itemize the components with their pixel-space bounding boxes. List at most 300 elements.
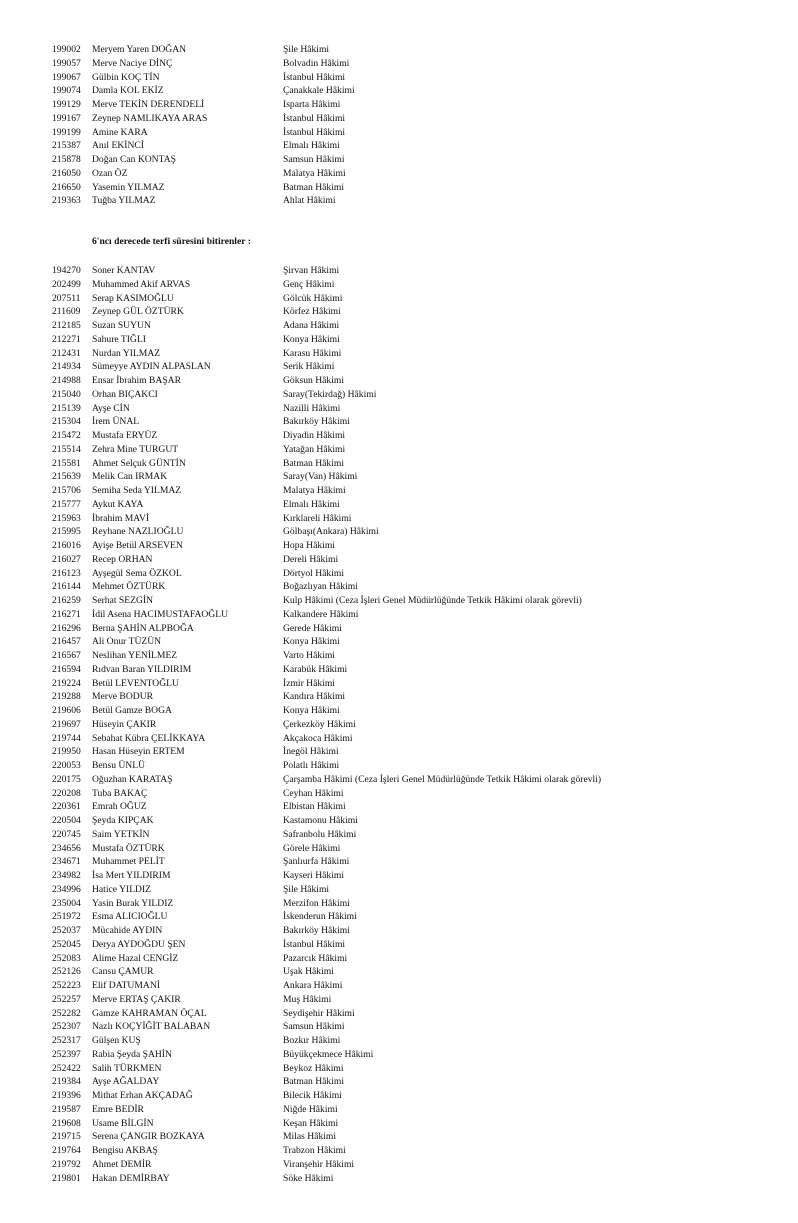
record-number: 252317	[52, 1035, 81, 1046]
record-number: 216594	[52, 663, 81, 675]
list-item	[52, 429, 772, 443]
list-item	[52, 1117, 772, 1131]
record-number: 219587	[52, 1103, 81, 1115]
judge-post: Batman Hâkimi	[283, 457, 345, 469]
list-item	[52, 704, 772, 718]
judge-post: İzmir Hâkimi	[283, 677, 335, 689]
record-number: 199129	[52, 99, 81, 110]
list-item	[52, 745, 772, 759]
judge-name: Muhammed Akif ARVAS	[92, 278, 191, 290]
record-number: 220208	[52, 787, 81, 799]
record-number: 215706	[52, 485, 81, 496]
list-item	[52, 567, 772, 581]
judge-post: Bakırköy Hâkimi	[283, 416, 350, 428]
record-number: 216271	[52, 608, 81, 620]
list-item	[52, 126, 772, 140]
judge-name: Ahmet DEMİR	[92, 1158, 152, 1170]
judge-name: Tuğba YILMAZ	[92, 195, 156, 207]
judge-post: Karasu Hâkimi	[283, 347, 342, 359]
record-number: 219363	[52, 195, 81, 207]
judge-name: Nurdan YILMAZ	[92, 347, 161, 359]
list-item	[52, 319, 772, 333]
judge-post: Pazarcık Hâkimi	[283, 952, 348, 964]
list-item	[52, 842, 772, 856]
judge-post: Batman Hâkimi	[283, 1076, 345, 1088]
record-number: 215040	[52, 388, 81, 400]
list-item	[52, 869, 772, 883]
judge-name: Bengisu AKBAŞ	[92, 1145, 158, 1156]
judge-post: Ceyhan Hâkimi	[283, 787, 344, 799]
list-item	[52, 388, 772, 402]
list-item	[52, 1158, 772, 1172]
list-item	[52, 415, 772, 429]
record-number: 252083	[52, 952, 81, 964]
record-number: 219950	[52, 746, 81, 758]
record-number: 216050	[52, 167, 81, 179]
list-item	[52, 855, 772, 869]
judge-post: Çerkezköy Hâkimi	[283, 718, 356, 730]
record-number: 252397	[52, 1048, 81, 1060]
judge-name: Ahmet Selçuk GÜNTİN	[92, 457, 186, 469]
judge-post: Hopa Hâkimi	[283, 540, 335, 551]
judge-name: Recep ORHAN	[92, 553, 153, 565]
record-number: 234982	[52, 870, 81, 881]
judge-post: Konya Hâkimi	[283, 333, 340, 345]
record-number: 199199	[52, 126, 81, 138]
list-item	[52, 71, 772, 85]
judge-name: Derya AYDOĞDU ŞEN	[92, 938, 186, 950]
judge-post: Diyadin Hâkimi	[283, 430, 346, 441]
judge-post: Gölbaşı(Ankara) Hâkimi	[283, 526, 379, 538]
list-item	[52, 292, 772, 306]
judge-name: Zeynep NAMLIKAYA ARAS	[92, 112, 208, 124]
judge-post: Safranbolu Hâkimi	[283, 828, 357, 840]
list-item	[52, 622, 772, 636]
list-item	[52, 732, 772, 746]
record-number: 216144	[52, 581, 81, 593]
list-item	[52, 1048, 772, 1062]
judge-post: İstanbul Hâkimi	[283, 112, 346, 124]
list-item	[52, 649, 772, 663]
judge-name: Esma ALICIOĞLU	[92, 911, 168, 923]
judge-post: Muş Hâkimi	[283, 993, 332, 1005]
judge-name: Oğuzhan KARATAŞ	[92, 773, 173, 785]
judge-post: İstanbul Hâkimi	[283, 938, 346, 950]
list-item	[52, 1007, 772, 1021]
record-number: 214988	[52, 375, 81, 386]
list-item	[52, 773, 772, 787]
judge-name: Ayişe Betül ARSEVEN	[92, 540, 183, 551]
record-number: 215963	[52, 512, 81, 524]
record-number: 216016	[52, 540, 81, 551]
list-item	[52, 1130, 772, 1144]
list-item	[52, 153, 772, 167]
record-number: 219801	[52, 1172, 81, 1184]
list-item	[52, 305, 772, 319]
judge-name: Anıl EKİNCİ	[92, 140, 144, 152]
judge-post: Beykoz Hâkimi	[283, 1062, 344, 1074]
judge-name: Serap KASIMOĞLU	[92, 292, 174, 304]
list-item	[52, 979, 772, 993]
list-item	[52, 539, 772, 553]
list-item	[52, 457, 772, 471]
record-number: 219764	[52, 1145, 81, 1156]
judge-name: Bensu ÜNLÜ	[92, 760, 146, 771]
judge-post: Isparta Hâkimi	[283, 99, 341, 110]
judge-list-section-2	[52, 264, 772, 1185]
judge-post: Kırklareli Hâkimi	[283, 512, 352, 524]
record-number: 219744	[52, 732, 81, 744]
judge-name: Sümeyye AYDIN ALPASLAN	[92, 361, 211, 373]
list-item	[52, 43, 772, 57]
list-item	[52, 525, 772, 539]
judge-post: Bakırköy Hâkimi	[283, 925, 350, 936]
judge-name: Betül Gamze BOGA	[92, 705, 172, 716]
judge-name: Usame BİLGİN	[92, 1117, 154, 1129]
record-number: 211609	[52, 306, 81, 318]
list-item	[52, 580, 772, 594]
judge-post: Malatya Hâkimi	[283, 485, 346, 496]
record-number: 216123	[52, 567, 81, 579]
record-number: 219224	[52, 677, 81, 689]
judge-post: Bolvadin Hâkimi	[283, 57, 350, 69]
record-number: 220175	[52, 773, 81, 785]
list-item	[52, 470, 772, 484]
judge-name: Ensar İbrahim BAŞAR	[92, 375, 181, 386]
list-item	[52, 608, 772, 622]
judge-name: Saim YETKİN	[92, 828, 150, 840]
judge-name: Damla KOL EKİZ	[92, 85, 164, 97]
record-number: 220745	[52, 828, 81, 840]
judge-name: Emrah OĞUZ	[92, 801, 147, 813]
judge-post: Ahlat Hâkimi	[283, 195, 336, 207]
judge-name: Gamze KAHRAMAN ÖÇAL	[92, 1007, 207, 1019]
list-item	[52, 677, 772, 691]
judge-post: Varto Hâkimi	[283, 650, 335, 661]
judge-post: Akçakoca Hâkimi	[283, 732, 353, 744]
record-number: 216567	[52, 650, 81, 661]
record-number: 199002	[52, 44, 81, 55]
judge-name: İdil Asena HACIMUSTAFAOĞLU	[92, 608, 229, 620]
list-item	[52, 57, 772, 71]
list-item	[52, 553, 772, 567]
judge-name: Ayşegül Sema ÖZKOL	[92, 567, 182, 579]
judge-post: Ankara Hâkimi	[283, 980, 343, 991]
list-item	[52, 98, 772, 112]
record-number: 219288	[52, 691, 81, 703]
judge-name: Meryem Yaren DOĞAN	[92, 44, 187, 55]
judge-post: Gölcük Hâkimi	[283, 292, 343, 304]
judge-name: Mehmet ÖZTÜRK	[92, 581, 166, 593]
record-number: 216027	[52, 553, 81, 565]
record-number: 219608	[52, 1117, 81, 1129]
record-number: 219792	[52, 1158, 81, 1170]
judge-post: Kalkandere Hâkimi	[283, 608, 359, 620]
judge-post: Adana Hâkimi	[283, 320, 340, 331]
section-heading: 6'ncı derecede terfi süresini bitirenler :	[92, 236, 251, 247]
record-number: 252037	[52, 925, 81, 936]
record-number: 252045	[52, 938, 81, 950]
record-number: 194270	[52, 265, 81, 276]
record-number: 219606	[52, 705, 81, 716]
list-item	[52, 1172, 772, 1186]
judge-post: Dereli Hâkimi	[283, 553, 339, 565]
judge-post: Bozkır Hâkimi	[283, 1035, 341, 1046]
record-number: 219715	[52, 1131, 81, 1143]
judge-post: Saray(Tekirdağ) Hâkimi	[283, 388, 377, 400]
judge-name: Hakan DEMİRBAY	[92, 1172, 170, 1184]
judge-name: Merve BODUR	[92, 691, 154, 703]
list-item	[52, 993, 772, 1007]
record-number: 234671	[52, 856, 81, 868]
judge-name: Merve ERTAŞ ÇAKIR	[92, 993, 181, 1005]
judge-post: Nazilli Hâkimi	[283, 402, 341, 414]
record-number: 212431	[52, 347, 81, 359]
judge-name: Orhan BIÇAKCI	[92, 388, 158, 400]
judge-post: Merzifon Hâkimi	[283, 897, 350, 909]
judge-post: Genç Hâkimi	[283, 278, 335, 290]
record-number: 199067	[52, 71, 81, 83]
judge-name: Sahure TIĞLI	[92, 333, 146, 345]
list-item	[52, 663, 772, 677]
judge-post: Şile Hâkimi	[283, 883, 330, 895]
record-number: 199057	[52, 57, 81, 69]
judge-name: Ayşe AĞALDAY	[92, 1076, 160, 1088]
record-number: 252307	[52, 1021, 81, 1033]
record-number: 252126	[52, 966, 81, 978]
list-item	[52, 1103, 772, 1117]
judge-post: Kulp Hâkimi (Ceza İşleri Genel Müdürlüğünde Tetkik Hâkimi olarak görevli)	[283, 595, 582, 606]
judge-post: Konya Hâkimi	[283, 636, 340, 648]
record-number: 252422	[52, 1062, 81, 1074]
judge-name: Zehra Mine TURGUT	[92, 443, 179, 455]
judge-post: Elbistan Hâkimi	[283, 801, 346, 813]
judge-post: Körfez Hâkimi	[283, 306, 341, 318]
record-number: 219384	[52, 1076, 81, 1088]
judge-name: Mücahide AYDIN	[92, 925, 163, 936]
judge-name: Neslihan YENİLMEZ	[92, 650, 178, 661]
judge-name: İrem ÜNAL	[92, 416, 140, 428]
record-number: 199074	[52, 85, 81, 97]
list-item	[52, 167, 772, 181]
list-item	[52, 278, 772, 292]
list-item	[52, 594, 772, 608]
record-number: 252282	[52, 1007, 81, 1019]
judge-name: Gülbin KOÇ TİN	[92, 71, 160, 83]
judge-post: Seydişehir Hâkimi	[283, 1007, 355, 1019]
list-item	[52, 635, 772, 649]
judge-name: Berna ŞAHİN ALPBOĞA	[92, 622, 194, 634]
judge-name: Nazlı KOÇYİĞİT BALABAN	[92, 1021, 211, 1033]
record-number: 212271	[52, 333, 81, 345]
judge-post: Kastamonu Hâkimi	[283, 815, 358, 826]
list-item	[52, 347, 772, 361]
judge-name: Mustafa ÖZTÜRK	[92, 842, 165, 854]
judge-name: Merve TEKİN DERENDELİ	[92, 99, 205, 110]
record-number: 234656	[52, 842, 81, 854]
judge-name: Elif DATUMANİ	[92, 980, 160, 991]
list-item	[52, 264, 772, 278]
record-number: 214934	[52, 361, 81, 373]
judge-name: Aykut KAYA	[92, 498, 144, 510]
judge-name: Melik Can IRMAK	[92, 471, 168, 483]
record-number: 219697	[52, 718, 81, 730]
record-number: 220361	[52, 801, 81, 813]
judge-name: Ayşe CİN	[92, 402, 130, 414]
judge-name: Sebahat Kübra ÇELİKKAYA	[92, 732, 206, 744]
judge-post: Boğazlıyan Hâkimi	[283, 581, 358, 593]
judge-name: Reyhane NAZLIOĞLU	[92, 526, 184, 538]
judge-post: Elmalı Hâkimi	[283, 140, 340, 152]
judge-post: Karabük Hâkimi	[283, 663, 348, 675]
judge-post: Samsun Hâkimi	[283, 1021, 345, 1033]
judge-post: Gerede Hâkimi	[283, 622, 342, 634]
judge-name: Gülşen KUŞ	[92, 1035, 141, 1046]
judge-post: Keşan Hâkimi	[283, 1117, 339, 1129]
judge-name: Hatice YILDIZ	[92, 883, 152, 895]
judge-name: Hüseyin ÇAKIR	[92, 718, 157, 730]
judge-name: Amine KARA	[92, 126, 148, 138]
list-item	[52, 952, 772, 966]
judge-name: Yasemin YILMAZ	[92, 181, 165, 193]
judge-name: Mithat Erhan AKÇADAĞ	[92, 1090, 193, 1101]
judge-name: İbrahim MAVİ	[92, 512, 150, 524]
record-number: 251972	[52, 911, 81, 923]
record-number: 216259	[52, 595, 81, 606]
record-number: 207511	[52, 292, 81, 304]
judge-post: İstanbul Hâkimi	[283, 126, 346, 138]
judge-post: Kandıra Hâkimi	[283, 691, 346, 703]
judge-post: Söke Hâkimi	[283, 1172, 334, 1184]
judge-post: Büyükçekmece Hâkimi	[283, 1048, 374, 1060]
list-item	[52, 690, 772, 704]
record-number: 212185	[52, 320, 81, 331]
judge-post: Şanlıurfa Hâkimi	[283, 856, 350, 868]
judge-post: Şile Hâkimi	[283, 44, 330, 55]
record-number: 220504	[52, 815, 81, 826]
list-item	[52, 512, 772, 526]
judge-name: Suzan SUYUN	[92, 320, 151, 331]
list-item	[52, 84, 772, 98]
judge-name: Soner KANTAV	[92, 265, 156, 276]
record-number: 215639	[52, 471, 81, 483]
list-item	[52, 181, 772, 195]
record-number: 219396	[52, 1090, 81, 1101]
judge-name: Betül LEVENTOĞLU	[92, 677, 179, 689]
list-item	[52, 484, 772, 498]
list-item	[52, 910, 772, 924]
judge-name: Muhammet PELİT	[92, 856, 165, 868]
judge-post: Çanakkale Hâkimi	[283, 85, 355, 97]
judge-name: Salih TÜRKMEN	[92, 1062, 162, 1074]
judge-post: İskenderun Hâkimi	[283, 911, 357, 923]
judge-name: Serena ÇANGIR BOZKAYA	[92, 1131, 205, 1143]
list-item	[52, 965, 772, 979]
judge-post: Kayseri Hâkimi	[283, 870, 345, 881]
judge-post: İnegöl Hâkimi	[283, 746, 339, 758]
judge-name: Serhat SEZGİN	[92, 595, 154, 606]
list-item	[52, 883, 772, 897]
record-number: 235004	[52, 897, 81, 909]
list-item	[52, 139, 772, 153]
judge-name: Yasin Burak YILDIZ	[92, 897, 174, 909]
judge-name: Cansu ÇAMUR	[92, 966, 154, 978]
judge-post: Viranşehir Hâkimi	[283, 1158, 355, 1170]
judge-name: Şeyda KIPÇAK	[92, 815, 154, 826]
list-item	[52, 1075, 772, 1089]
list-item	[52, 897, 772, 911]
record-number: 215472	[52, 430, 81, 441]
record-number: 216650	[52, 181, 81, 193]
judge-post: Çarşamba Hâkimi (Ceza İşleri Genel Müdürlüğünde Tetkik Hâkimi olarak görevli)	[283, 773, 602, 785]
list-item	[52, 924, 772, 938]
list-item	[52, 112, 772, 126]
judge-post: Konya Hâkimi	[283, 705, 340, 716]
list-item	[52, 814, 772, 828]
judge-name: Doğan Can KONTAŞ	[92, 154, 176, 165]
judge-name: Rıdvan Baran YILDIRIM	[92, 663, 192, 675]
judge-post: Milas Hâkimi	[283, 1131, 337, 1143]
record-number: 215777	[52, 498, 81, 510]
judge-name: Ali Onur TÜZÜN	[92, 636, 162, 648]
judge-name: İsa Mert YILDIRIM	[92, 870, 171, 881]
record-number: 202499	[52, 278, 81, 290]
judge-list-section-1	[52, 43, 772, 208]
record-number: 215581	[52, 457, 81, 469]
judge-post: Dörtyol Hâkimi	[283, 567, 345, 579]
list-item	[52, 194, 772, 208]
list-item	[52, 1089, 772, 1103]
judge-post: Niğde Hâkimi	[283, 1103, 338, 1115]
list-item	[52, 800, 772, 814]
judge-post: Saray(Van) Hâkimi	[283, 471, 358, 483]
list-item	[52, 787, 772, 801]
judge-name: Semiha Seda YILMAZ	[92, 485, 182, 496]
judge-name: Merve Naciye DİNÇ	[92, 57, 173, 69]
record-number: 234996	[52, 883, 81, 895]
judge-name: Zeynep GÜL ÖZTÜRK	[92, 306, 184, 318]
record-number: 199167	[52, 112, 81, 124]
judge-name: Alime Hazal CENGİZ	[92, 952, 179, 964]
judge-post: Uşak Hâkimi	[283, 966, 334, 978]
judge-post: Elmalı Hâkimi	[283, 498, 340, 510]
list-item	[52, 402, 772, 416]
judge-post: Polatlı Hâkimi	[283, 760, 340, 771]
list-item	[52, 938, 772, 952]
record-number: 215139	[52, 402, 81, 414]
judge-post: Göksun Hâkimi	[283, 375, 345, 386]
list-item	[52, 360, 772, 374]
record-number: 215878	[52, 154, 81, 165]
judge-name: Tuba BAKAÇ	[92, 787, 148, 799]
record-number: 252223	[52, 980, 81, 991]
record-number: 215995	[52, 526, 81, 538]
record-number: 252257	[52, 993, 81, 1005]
list-item	[52, 828, 772, 842]
record-number: 215387	[52, 140, 81, 152]
judge-post: Bilecik Hâkimi	[283, 1090, 342, 1101]
list-item	[52, 1062, 772, 1076]
judge-name: Rabia Şeyda ŞAHİN	[92, 1048, 172, 1060]
judge-post: Malatya Hâkimi	[283, 167, 346, 179]
list-item	[52, 443, 772, 457]
judge-post: Serik Hâkimi	[283, 361, 335, 373]
list-item	[52, 718, 772, 732]
list-item	[52, 498, 772, 512]
judge-name: Mustafa ERYÜZ	[92, 430, 158, 441]
judge-name: Hasan Hüseyin ERTEM	[92, 746, 185, 758]
list-item	[52, 759, 772, 773]
